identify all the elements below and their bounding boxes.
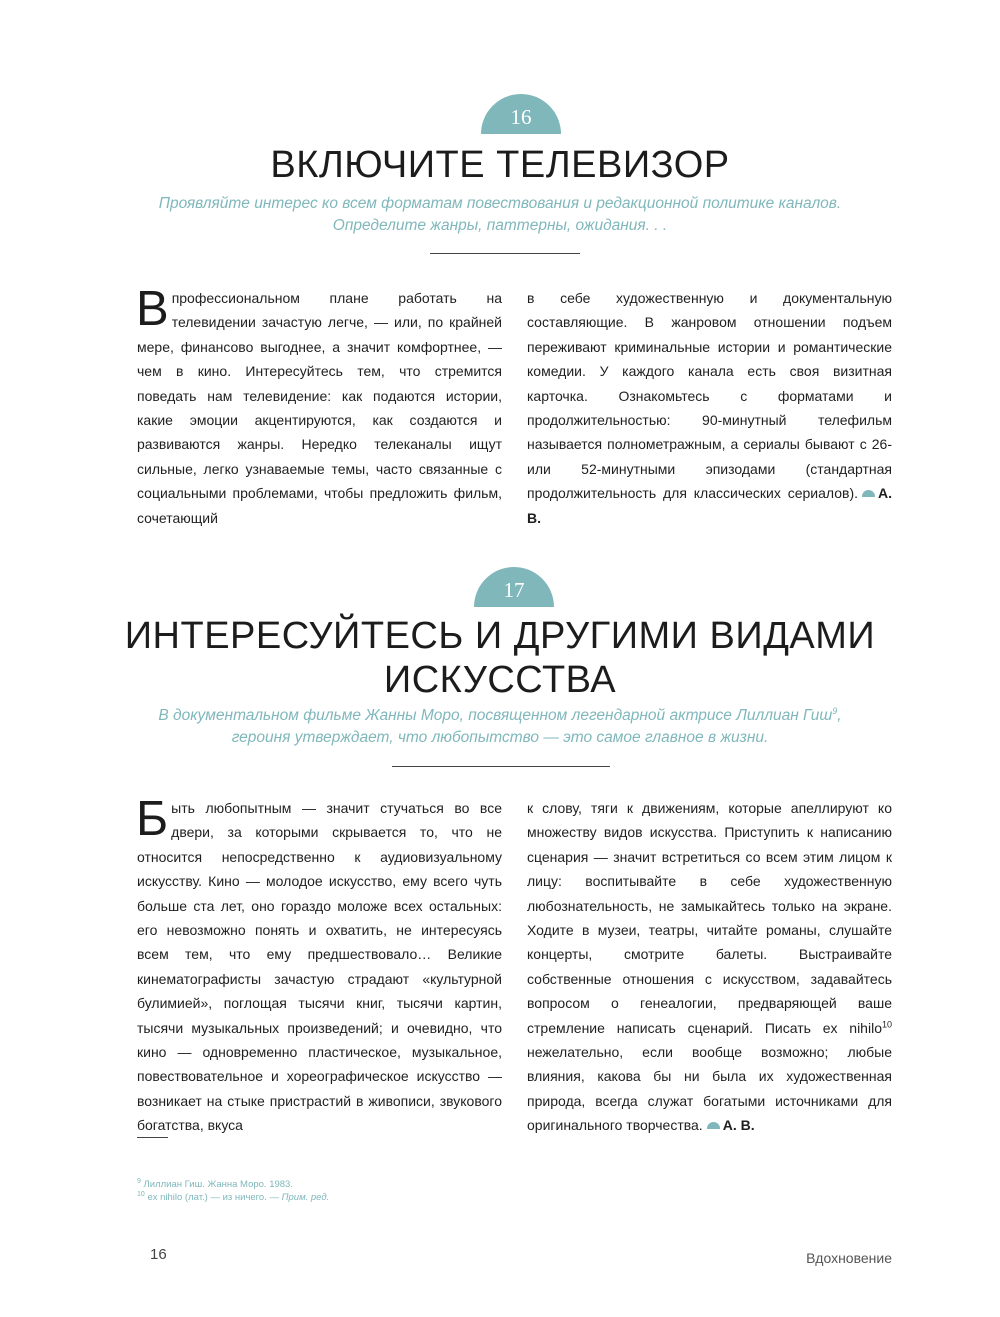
subtitle-line: героиня утверждает, что любопытство — это самое главное в жизни. [231,729,769,746]
column-left [136,792,502,1138]
subtitle-text: В документальном фильме Жанны Моро, посвященном легендарной актрисе Лиллиан Гиш [158,707,833,724]
section-title: ВКЛЮЧИТЕ ТЕЛЕВИЗОР [270,144,730,186]
subtitle-line [100,705,900,727]
body-text: ыть любопытным — значит стучаться во все двери, за которыми скрывается то, что не относится непосредственно к аудиовизуальному искусству. Кино — молодое искусство, ему всего чуть больше ста лет, оно гораздо моложе всех остальных: его невозможно понять и охватить, не интересуясь всем тем, что ему предшествовало… Великие кинематографисты зачастую страдают «культурной булимией», поглощая тысячи книг, тысячи картин, тысячи музыкальных произведений; и очевидно, что кино — одновременно пластическое, музыкальное, повествовательное и хореографическое искусство — возникает на стыке пристрастий в живописи, звукового богатства, вкуса [137,800,502,1134]
footnotes [137,1178,329,1204]
title-divider [392,766,610,767]
footnote-text: Лиллиан Гиш. Жанна Моро. 1983. [143,1179,293,1190]
body-text: нежелательно, если вообще возможно; любые влияния, какова бы ни была их художественная природа, всегда служат богатыми источниками для оригинального творчества. [527,1044,892,1134]
body-text: профессиональном плане работать на телевидении зачастую легче, — или, по крайней мере, финансово выгоднее, а значит комфортнее, — чем в кино. Интересуйтесь тем, что стремится поведать нам телевидение: как подаются истории, какие эмоции акцентируются, как создаются и развиваются жанры. Нередко телеканалы ищут сильные, легко узнаваемые темы, часто связанные с социальными проблемами, чтобы предложить фильм, сочетающий [137,290,502,526]
running-title: Вдохновение [806,1250,892,1266]
title-divider [430,253,580,254]
page-number: 16 [150,1246,167,1263]
author-signature: А. В. [722,1117,755,1134]
title-line: ИНТЕРЕСУЙТЕСЬ И ДРУГИМИ ВИДАМИ [124,615,876,657]
drop-cap: В [136,282,169,336]
subtitle-text: , [837,707,842,724]
section-subtitle [100,193,900,237]
signature-icon [707,1122,720,1129]
section-title [0,614,1000,702]
footnote-number: 9 [137,1177,141,1185]
section-number-badge: 17 [474,567,554,607]
drop-cap: Б [136,792,169,846]
subtitle-line: Проявляйте интерес ко всем форматам повествования и редакционной политике каналов. [158,195,842,212]
title-line: ИСКУССТВА [383,659,617,701]
footnote-divider [137,1137,168,1138]
footnote [137,1191,329,1204]
footnote [137,1178,329,1191]
author-signature: А. В. [527,485,892,526]
footnote-number: 10 [137,1190,145,1198]
footnote-ref: 10 [881,1019,892,1029]
body-text: в себе художественную и документальную составляющие. В жанровом отношении подъем переживают криминальные истории и романтические комедии. У каждого канала есть своя визитная карточка. Ознакомьтесь с форматами и продолжительностью: 90-минутный телефильм называется полнометражным, а сериалы бывают с 26- или 52-минутными эпизодами (стандартная продолжительность для классических сериалов). [527,290,892,502]
footnote-text: ex nihilo (лат.) — из ничего. — [147,1192,282,1203]
column-right [527,286,892,530]
signature-icon [862,490,875,497]
editor-note: Прим. ред. [281,1192,330,1203]
subtitle-line: Определите жанры, паттерны, ожидания. . . [332,217,668,234]
section-subtitle [100,705,900,749]
column-left [136,282,502,530]
footnote-ref: 9 [832,705,838,716]
column-right [527,796,892,1138]
section-number-badge: 16 [481,94,561,134]
body-text: к слову, тяги к движениям, которые апеллируют ко множеству видов искусства. Приступить к написанию сценария — значит встретиться со всем этим лицом к лицу: воспитывайте в себе художественную любознательность, не замыкайтесь только на экране. Ходите в музеи, театры, читайте романы, слушайте концерты, смотрите балеты. Выстраивайте собственные отношения с искусством, задавайтесь вопросом о генеалогии, предваряющей ваше стремление написать сценарий. Писать ex nihilo [527,800,892,1036]
